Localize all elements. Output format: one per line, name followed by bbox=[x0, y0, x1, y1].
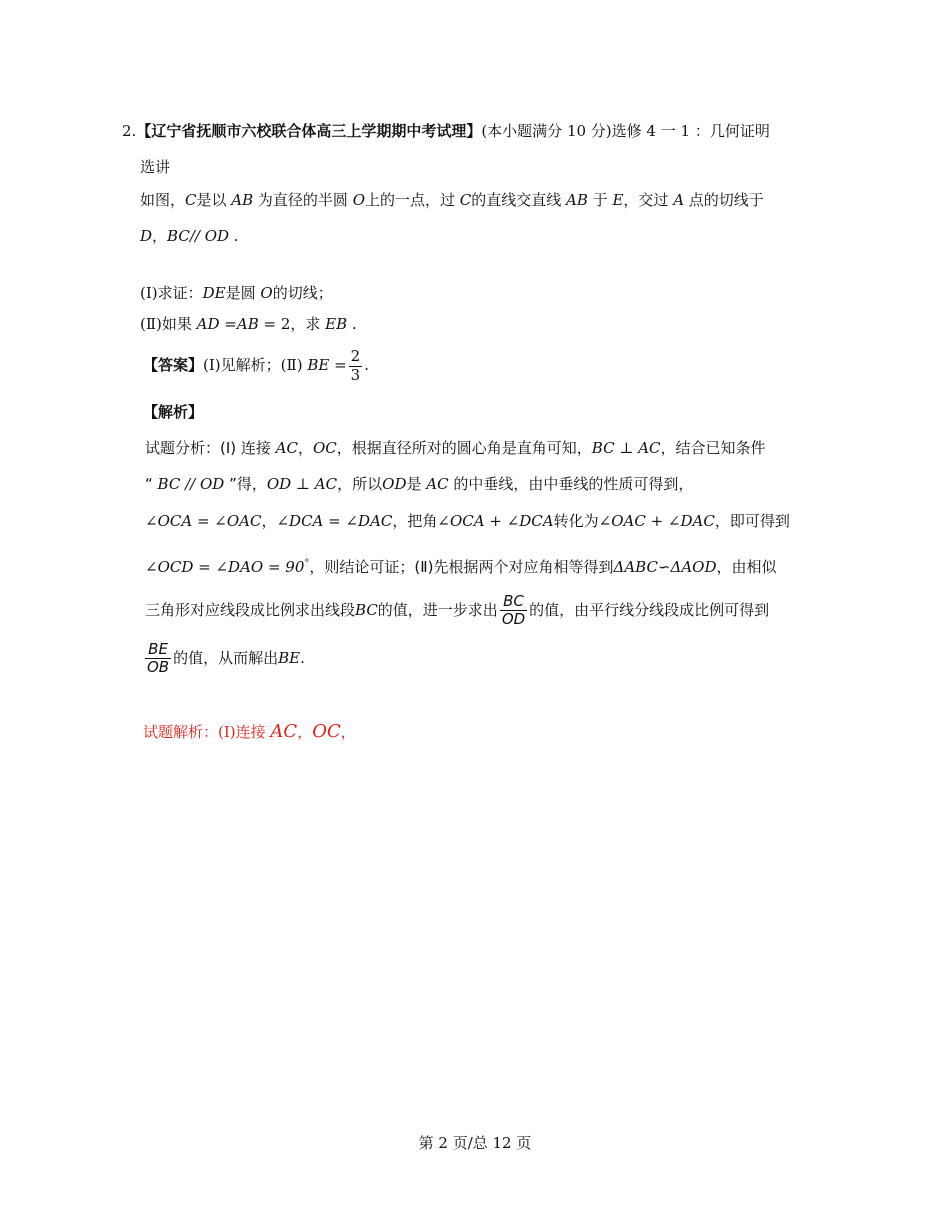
problem-points-cont: 选讲 bbox=[140, 158, 171, 176]
math-ac: AC bbox=[426, 475, 449, 493]
solution-line bbox=[143, 722, 356, 742]
analysis-label: 【解析】 bbox=[143, 403, 204, 421]
math-equation: ∠OCA = ∠OAC bbox=[145, 512, 262, 530]
analysis-line-3 bbox=[145, 511, 790, 531]
analysis-text: ，所以 bbox=[337, 475, 383, 493]
problem-number: 2. bbox=[122, 122, 137, 140]
analysis-line-6 bbox=[143, 634, 305, 682]
analysis-text: ，则结论可证；(Ⅱ)先根据两个对应角相等得到 bbox=[309, 558, 614, 576]
math-ac: AC bbox=[270, 721, 298, 742]
math-sum: ∠OCA + ∠DCA bbox=[437, 512, 554, 530]
analysis-text: ，根据直径所对的圆心角是直角可知， bbox=[336, 439, 592, 457]
analysis-text: 转化为 bbox=[553, 512, 599, 530]
analysis-label-line bbox=[143, 402, 203, 422]
page-footer: 第 2 页/总 12 页 bbox=[418, 1134, 532, 1152]
analysis-text: 的值，进一步求出 bbox=[377, 601, 498, 619]
math-equation: ∠DCA = ∠DAC bbox=[276, 512, 393, 530]
question-2 bbox=[140, 314, 357, 334]
fraction-denominator: OD bbox=[501, 610, 526, 628]
math-equation: ∠OCD = ∠DAO = 90 bbox=[145, 558, 305, 576]
math-oc: OC bbox=[313, 439, 337, 457]
answer-text: (Ⅰ)见解析；(Ⅱ) bbox=[203, 356, 308, 374]
stmt-text: ，交过 bbox=[623, 191, 674, 209]
q2-text: = 2，求 bbox=[258, 315, 326, 333]
answer-line bbox=[143, 343, 369, 387]
math-perpendicular: OD ⊥ AC bbox=[266, 475, 338, 493]
question-1 bbox=[140, 283, 333, 303]
problem-statement-cont bbox=[140, 226, 239, 246]
q2-text: (Ⅱ)如果 bbox=[140, 315, 197, 333]
analysis-text: 的值，由平行线分线段成比例可得到 bbox=[529, 601, 770, 619]
q2-text: . bbox=[347, 315, 357, 333]
math-bc: BC bbox=[355, 601, 378, 619]
stmt-text: 是以 bbox=[196, 191, 232, 209]
answer-lhs: BE = bbox=[307, 356, 347, 374]
analysis-text: ，即可得到 bbox=[714, 512, 790, 530]
var-a: A bbox=[673, 191, 685, 209]
stmt-text: 于 bbox=[587, 191, 613, 209]
answer-numerator: 2 bbox=[350, 347, 361, 366]
analysis-text: ”得， bbox=[224, 475, 267, 493]
stmt-text: 上的一点，过 bbox=[365, 191, 460, 209]
stmt-text: 的直线交直线 bbox=[471, 191, 567, 209]
analysis-text: “ bbox=[145, 475, 158, 493]
q1-text: 是圆 bbox=[225, 284, 261, 302]
problem-source: 【辽宁省抚顺市六校联合体高三上学期期中考试理】 bbox=[136, 122, 482, 140]
q1-text: (Ⅰ)求证： bbox=[140, 284, 203, 302]
solution-text: ， bbox=[297, 723, 313, 741]
math-be: BE bbox=[278, 649, 301, 667]
problem-header-cont bbox=[140, 157, 170, 177]
analysis-text: 三角形对应线段成比例求出线段 bbox=[145, 601, 356, 619]
solution-text: ， bbox=[340, 723, 356, 741]
q2-expression: AD =AB bbox=[196, 315, 259, 333]
analysis-line-1 bbox=[145, 438, 766, 458]
analysis-text: ，结合已知条件 bbox=[660, 439, 766, 457]
var-d: D bbox=[140, 227, 153, 245]
analysis-text: ， bbox=[261, 512, 277, 530]
analysis-text: 试题分析：(Ⅰ) 连接 bbox=[145, 439, 276, 457]
solution-label: 试题解析：(Ⅰ)连接 bbox=[143, 723, 271, 741]
fraction-denominator: OB bbox=[147, 658, 170, 676]
var-o: O bbox=[260, 284, 273, 302]
math-perpendicular: BC ⊥ AC bbox=[591, 439, 661, 457]
fraction-numerator: BC bbox=[500, 593, 527, 611]
var-c: C bbox=[459, 191, 472, 209]
answer-tail: . bbox=[364, 356, 369, 374]
math-sum: ∠OAC + ∠DAC bbox=[598, 512, 715, 530]
analysis-text: ，把角 bbox=[392, 512, 438, 530]
var-ab: AB bbox=[566, 191, 588, 209]
math-similar-triangles: ΔABC∽ΔAOD bbox=[613, 558, 717, 576]
analysis-text: ，由相似 bbox=[716, 558, 777, 576]
math-ac: AC bbox=[275, 439, 298, 457]
var-e: E bbox=[612, 191, 624, 209]
fraction-numerator: BE bbox=[145, 641, 171, 659]
math-condition: BC // OD bbox=[157, 475, 225, 493]
parallel-condition: BC// OD bbox=[167, 227, 230, 245]
var-o: O bbox=[352, 191, 365, 209]
answer-fraction bbox=[349, 348, 363, 384]
var-c: C bbox=[185, 191, 197, 209]
stmt-text: ， bbox=[152, 227, 168, 245]
stmt-text: 点的切线于 bbox=[684, 191, 764, 209]
analysis-line-5 bbox=[145, 586, 769, 634]
q1-text: 的切线； bbox=[272, 284, 333, 302]
problem-points: (本小题满分 10 分)选修 4 一 1 ：几何证明 bbox=[481, 122, 770, 140]
analysis-text: ， bbox=[297, 439, 313, 457]
stmt-text: 如图， bbox=[140, 191, 186, 209]
analysis-line-4 bbox=[145, 554, 777, 577]
math-od: OD bbox=[382, 475, 407, 493]
answer-denominator: 3 bbox=[350, 365, 361, 384]
stmt-text: . bbox=[229, 227, 239, 245]
analysis-text: 是 bbox=[406, 475, 427, 493]
fraction-bc-od bbox=[500, 593, 527, 629]
answer-label: 【答案】 bbox=[143, 356, 204, 374]
degree-sign: ° bbox=[304, 558, 310, 569]
fraction-be-ob bbox=[145, 641, 171, 677]
math-oc: OC bbox=[312, 721, 341, 742]
analysis-text: 的值，从而解出 bbox=[173, 649, 279, 667]
analysis-text: . bbox=[300, 649, 305, 667]
problem-statement bbox=[140, 190, 764, 210]
var-ab: AB bbox=[231, 191, 254, 209]
analysis-text: 的中垂线，由中垂线的性质可得到， bbox=[448, 475, 694, 493]
problem-header bbox=[122, 121, 770, 141]
analysis-line-2 bbox=[145, 474, 693, 494]
var-de: DE bbox=[202, 284, 226, 302]
stmt-text: 为直径的半圆 bbox=[253, 191, 353, 209]
var-eb: EB bbox=[325, 315, 348, 333]
